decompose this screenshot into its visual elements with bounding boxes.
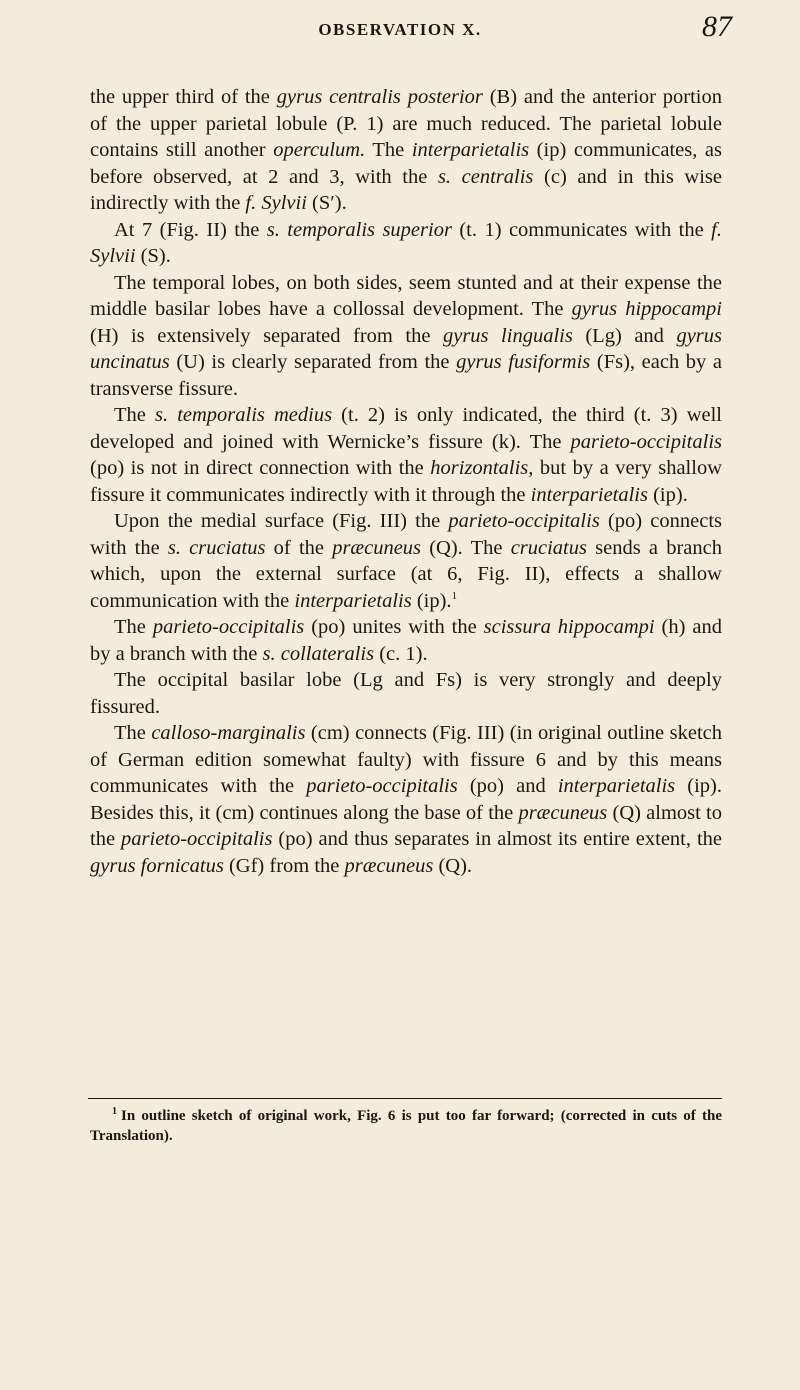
italic-term: s. temporalis medius [154,404,333,426]
italic-term: scissura hippocampi [483,616,655,638]
paragraph [90,84,722,217]
text-run: (Lg) and [572,324,677,347]
text-run: (cm) connects (Fig. III) (in original outline sketch of German edition somewhat faulty) with fissure 6 and by this means communicates with the [90,722,722,797]
italic-term: s. cruciatus [167,536,266,559]
text-run: (t. 1) communicates with the [451,218,712,241]
footnote-text: In outline sketch of original work, Fig. 6 is put too far forward; (corrected in cuts of the Translation). [90,1108,722,1144]
text-run: (ip). [647,483,688,506]
italic-term: interparietalis [530,483,648,506]
text-run: (h) and by a branch with the [90,616,722,665]
paragraph [90,614,722,667]
text-run: (po) connects with the [90,510,722,559]
text-run: (ip). [411,589,452,612]
italic-term: parieto-occipitalis [448,510,600,532]
footnote-rule [88,1098,722,1099]
body-text [90,84,722,879]
italic-term: cruciatus [510,536,587,559]
text-run: (c) and in this wise indirectly with the [90,165,722,214]
italic-term: s. centralis [437,165,534,188]
italic-term: calloso-marginalis [151,722,306,744]
paragraph [90,667,722,720]
text-run: (Q). [433,854,473,877]
text-run: (S). [135,245,171,267]
text-run: (Q). The [421,536,511,559]
italic-term: f. Sylvii [245,192,307,214]
italic-term: parieto-occipitalis [306,775,458,797]
text-run: (Gf) from the [223,854,345,877]
italic-term: s. temporalis superior [266,218,452,241]
italic-term: gyrus hippocampi [571,298,722,320]
footnote-reference: 1 [451,589,458,602]
footnote-marker: 1 [112,1106,117,1117]
text-run: Upon the medial surface (Fig. III) the [114,510,449,532]
text-run: (ip) communicates, as before observed, at 2 and 3, with the [90,139,722,188]
italic-term: s. collateralis [262,642,375,665]
italic-term: parieto-occipitalis [570,430,722,453]
italic-term: parieto-occipitalis [121,828,273,850]
paragraph [90,217,722,270]
italic-term: horizontalis, [430,457,534,479]
text-run: The [114,722,152,744]
italic-term: gyrus uncinatus [90,324,723,373]
text-run: (Fs), each by a transverse fissure. [90,351,723,400]
italic-term: parieto-occipitalis [152,616,305,638]
italic-term: f. Sylvii [90,218,722,267]
text-run: The temporal lobes, on both sides, seem stunted and at their expense the middle basilar lobes have a collossal development. The [90,271,722,320]
italic-term: gyrus lingualis [442,324,573,347]
text-run: The [114,616,153,638]
text-run: The [114,404,155,426]
text-run: (po) unites with the [304,616,484,638]
running-head: OBSERVATION X. [318,20,482,39]
paragraph [90,402,722,508]
text-run: (B) and the anterior portion of the upper parietal lobule (P. 1) are much reduced. The parietal lobule contains still another [90,86,723,161]
text-run: (po) is not in direct connection with the [90,457,431,479]
italic-term: præcuneus [518,801,608,824]
text-run: (H) is extensively separated from the [90,324,443,347]
italic-term: præcuneus [344,854,434,877]
text-run: but by a very shallow fissure it communicates indirectly with it through the [90,457,722,506]
italic-term: interparietalis [557,775,676,797]
text-run: (ip). Besides this, it (cm) continues along the base of the [90,775,722,824]
text-run: The occipital basilar lobe (Lg and Fs) is very strongly and deeply fissured. [90,669,722,718]
text-run: the upper third of the [90,86,277,108]
page-header [0,10,800,80]
footnote [90,1106,722,1146]
text-run: sends a branch which, upon the external surface (at 6, Fig. II), effects a shallow communication with the [90,536,722,612]
text-run: (Q) almost to the [90,801,722,850]
italic-term: interparietalis [294,589,412,612]
text-run: (po) and [457,775,558,797]
italic-term: interparietalis [411,139,530,161]
italic-term: præcuneus [332,536,422,559]
paragraph [90,508,722,614]
text-run: (t. 2) is only indicated, the third (t. 3) well developed and joined with Wernicke’s fissure (k). The [90,404,723,453]
text-run: The [365,139,412,161]
italic-term: operculum. [273,139,366,161]
text-run: (c. 1). [374,642,428,665]
page-number: 87 [702,10,732,43]
paragraph [90,270,722,403]
text-run: At 7 (Fig. II) the [114,218,267,241]
italic-term: gyrus centralis posterior [276,86,483,108]
text-run: (po) and thus separates in almost its entire extent, the [272,828,723,850]
text-run: (U) is clearly separated from the [169,351,457,373]
italic-term: gyrus fornicatus [90,854,224,877]
italic-term: gyrus fusiformis [456,351,591,373]
paragraph [90,720,722,879]
text-run: (S′). [306,192,347,214]
text-run: of the [265,536,333,559]
